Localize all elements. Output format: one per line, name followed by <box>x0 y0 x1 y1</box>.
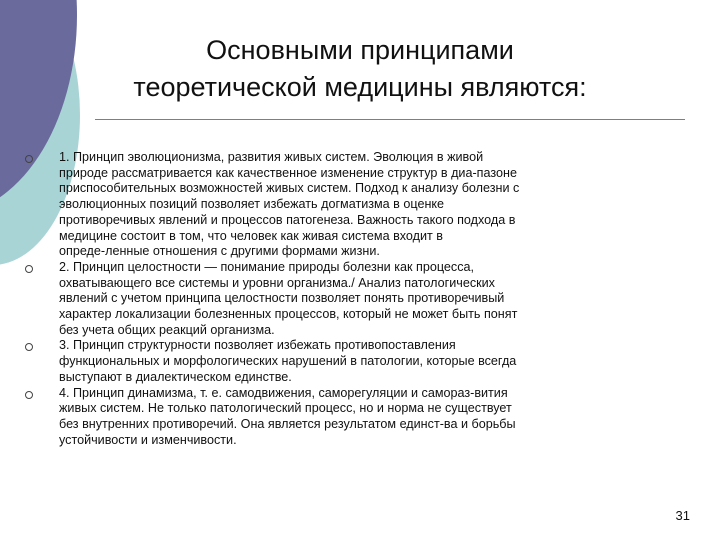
bullet-list <box>22 150 694 448</box>
list-item <box>22 386 694 449</box>
item-line: эволюционных позиций позволяет избежать догматизма в оценке <box>59 197 445 212</box>
item-line: 1. Принцип эволюционизма, развития живых систем. Эволюция в живой <box>59 150 484 164</box>
item-line: без внутренних противоречий. Она является результатом единст-ва и борьбы <box>59 416 516 431</box>
list-item <box>22 260 694 339</box>
item-line: 3. Принцип структурности позволяет избежать противопоставления <box>59 338 456 353</box>
bullet-circle-icon <box>25 391 33 399</box>
item-line: явлений с учетом принципа целостности позволяет понять противоречивый <box>59 291 505 306</box>
item-line: охватывающего все системы и уровни организма./ Анализ патологических <box>59 275 495 290</box>
item-line: без учета общих реакций организма. <box>59 322 275 337</box>
item-line: живых систем. Не только патологический процесс, но и норма не существует <box>59 401 512 416</box>
title-divider <box>95 119 685 120</box>
item-line: 2. Принцип целостности — понимание природы болезни как процесса, <box>59 259 475 274</box>
item-line: характер локализации болезненных процессов, который не может быть понят <box>59 307 518 322</box>
title-line: теоретической медицины являются: <box>133 72 587 102</box>
item-line: функциональных и морфологических нарушений в патологии, которые всегда <box>59 354 517 369</box>
bullet-circle-icon <box>25 155 33 163</box>
item-line: медицине состоит в том, что человек как живая система входит в <box>59 228 443 243</box>
item-line: выступают в диалектическом единстве. <box>59 369 292 384</box>
list-item <box>22 338 694 385</box>
slide-title <box>95 32 625 106</box>
bullet-circle-icon <box>25 265 33 273</box>
item-line: противоречивых явлений и процессов патогенеза. Важность такого подхода в <box>59 212 516 227</box>
list-item <box>22 150 694 260</box>
bullet-circle-icon <box>25 343 33 351</box>
title-line: Основными принципами <box>206 35 514 65</box>
item-line: природе рассматривается как качественное изменение структур в диа-пазоне <box>59 165 517 180</box>
page-number: 31 <box>675 508 690 523</box>
item-line: 4. Принцип динамизма, т. е. самодвижения, саморегуляции и самораз-вития <box>59 385 508 400</box>
item-line: приспособительных возможностей живых систем. Подход к анализу болезни с <box>59 181 520 196</box>
item-line: устойчивости и изменчивости. <box>59 432 237 447</box>
item-line: опреде-ленные отношения с другими формами жизни. <box>59 244 380 259</box>
